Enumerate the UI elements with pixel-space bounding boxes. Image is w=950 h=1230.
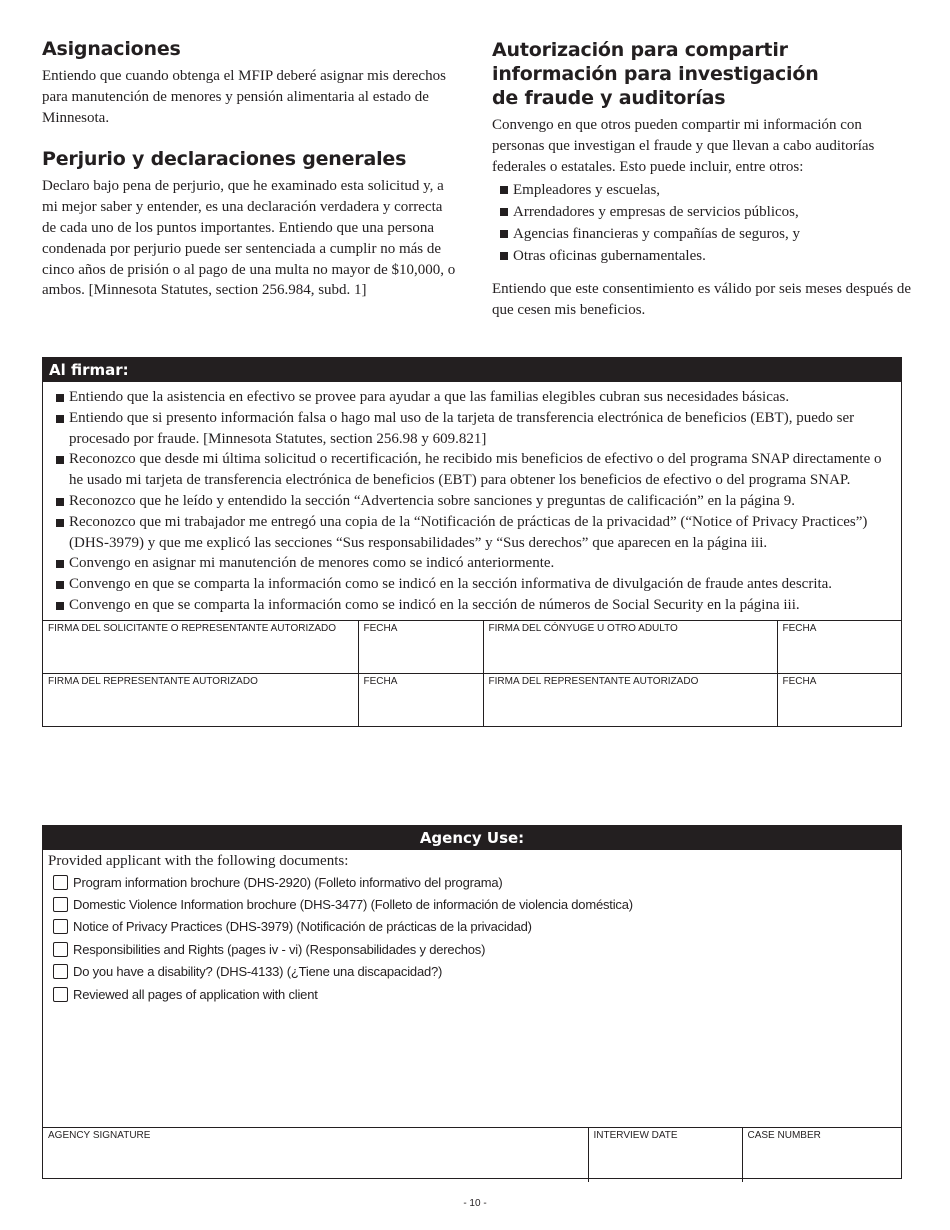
agency-header: Agency Use: — [43, 826, 901, 850]
privacy-practices-checkbox[interactable] — [53, 919, 68, 934]
checklist-item — [43, 961, 901, 983]
checklist-item — [43, 871, 901, 893]
table-row — [43, 620, 901, 673]
autorizacion-heading-line-3: de fraude y auditorías — [492, 87, 726, 109]
responsibilities-rights-checkbox[interactable] — [53, 942, 68, 957]
spouse-date-field[interactable]: FECHA — [777, 620, 901, 673]
checkbox-label: Notice of Privacy Practices (DHS-3979) (Notificación de prácticas de la privacidad) — [73, 919, 532, 935]
autorizacion-list — [492, 179, 912, 267]
list-item: Reconozco que mi trabajador me entregó una copia de la “Notificación de prácticas de la privacidad” (“Notice of Privacy Practices”) (DHS-3979) y que me explicó las secciones “Sus responsabilidades” y “Sus derechos” que aparecen en la página iii. — [69, 512, 889, 554]
agency-use-section — [42, 825, 902, 1179]
list-item: Reconozco que desde mi última solicitud o recertificación, he recibido mis beneficios de efectivo o del programa SNAP directamente o he usado mi tarjeta de transferencia electrónica de beneficios (EBT) para obtener los beneficios de efectivo o del programa SNAP. — [69, 449, 889, 491]
signing-section — [42, 357, 902, 727]
agency-checklist — [43, 871, 901, 1005]
list-item: Arrendadores y empresas de servicios públicos, — [492, 201, 912, 223]
right-column — [492, 38, 912, 321]
perjurio-heading: Perjurio y declaraciones generales — [42, 148, 407, 171]
table-row — [43, 673, 901, 726]
agency-intro: Provided applicant with the following documents: — [48, 853, 349, 869]
checkbox-label: Domestic Violence Information brochure (DHS-3477) (Folleto de información de violencia doméstica) — [73, 897, 633, 913]
applicant-signature-field[interactable]: FIRMA DEL SOLICITANTE O REPRESENTANTE AUTORIZADO — [43, 620, 358, 673]
asignaciones-text: Entiendo que cuando obtenga el MFIP deberé asignar mis derechos para manutención de menores y pensión alimentaria al estado de Minnesota. — [42, 68, 446, 126]
checklist-item — [43, 983, 901, 1005]
list-item: Reconozco que he leído y entendido la sección “Advertencia sobre sanciones y preguntas de calificación” en la página 9. — [69, 491, 889, 512]
checkbox-label: Responsibilities and Rights (pages iv - vi) (Responsabilidades y derechos) — [73, 941, 486, 957]
case-number-field[interactable]: CASE NUMBER — [742, 1128, 901, 1183]
agency-signature-table — [43, 1127, 901, 1182]
checklist-item — [43, 916, 901, 938]
autorizacion-heading-line-2: información para investigación — [492, 63, 819, 85]
page-number: - 10 - — [463, 1198, 487, 1209]
autorizacion-closing: Entiendo que este consentimiento es válido por seis meses después de que cesen mis beneficios. — [492, 281, 912, 319]
asignaciones-heading: Asignaciones — [42, 38, 181, 60]
autorizacion-heading-line-1: Autorización para compartir — [492, 39, 788, 61]
checklist-item — [43, 893, 901, 915]
program-brochure-checkbox[interactable] — [53, 875, 68, 890]
checkbox-label: Do you have a disability? (DHS-4133) (¿Tiene una discapacidad?) — [73, 964, 443, 980]
representative-date-field[interactable]: FECHA — [358, 673, 483, 726]
perjurio-text: Declaro bajo pena de perjurio, que he examinado esta solicitud y, a mi mejor saber y entender, es una declaración verdadera y correcta de cada uno de los puntos importantes. Entiendo que una persona condenada por perjurio puede ser sentenciada a cumplir no más de cinco años de prisión o al pago de una multa no mayor de $10,000, o ambos. [Minnesota Statutes, section 256.984, subd. 1] — [42, 178, 456, 299]
checkbox-label: Reviewed all pages of application with client — [73, 986, 318, 1002]
applicant-date-field[interactable]: FECHA — [358, 620, 483, 673]
spouse-signature-field[interactable]: FIRMA DEL CÓNYUGE U OTRO ADULTO — [483, 620, 777, 673]
list-item: Convengo en asignar mi manutención de menores como se indicó anteriormente. — [69, 553, 889, 574]
signature-table — [43, 620, 901, 726]
table-row — [43, 1128, 901, 1183]
domestic-violence-brochure-checkbox[interactable] — [53, 897, 68, 912]
representative-2-date-field[interactable]: FECHA — [777, 673, 901, 726]
checkbox-label: Program information brochure (DHS-2920) (Folleto informativo del programa) — [73, 874, 503, 890]
representative-2-signature-field[interactable]: FIRMA DEL REPRESENTANTE AUTORIZADO — [483, 673, 777, 726]
left-column — [42, 38, 457, 301]
autorizacion-intro: Convengo en que otros pueden compartir mi información con personas que investigan el fraude y que llevan a cabo auditorías federales o estatales. Esto puede incluir, entre otros: — [492, 117, 875, 175]
checklist-item — [43, 938, 901, 960]
list-item: Entiendo que la asistencia en efectivo se provee para ayudar a que las familias elegibles cubran sus necesidades básicas. — [69, 387, 889, 408]
list-item: Empleadores y escuelas, — [492, 179, 912, 201]
signing-statements — [43, 382, 901, 620]
autorizacion-heading — [492, 38, 912, 110]
representative-signature-field[interactable]: FIRMA DEL REPRESENTANTE AUTORIZADO — [43, 673, 358, 726]
list-item: Agencias financieras y compañías de seguros, y — [492, 223, 912, 245]
list-item: Convengo en que se comparta la información como se indicó en la sección de números de Social Security en la página iii. — [69, 595, 889, 616]
list-item: Entiendo que si presento información falsa o hago mal uso de la tarjeta de transferencia electrónica de beneficios (EBT), puedo ser procesado por fraude. [Minnesota Statutes, section 256.98 y 609.821] — [69, 408, 889, 450]
disability-checkbox[interactable] — [53, 964, 68, 979]
list-item: Convengo en que se comparta la información como se indicó en la sección informativa de divulgación de fraude antes descrita. — [69, 574, 889, 595]
agency-signature-field[interactable]: AGENCY SIGNATURE — [43, 1128, 588, 1183]
reviewed-pages-checkbox[interactable] — [53, 987, 68, 1002]
signing-header: Al firmar: — [43, 358, 901, 382]
list-item: Otras oficinas gubernamentales. — [492, 245, 912, 267]
interview-date-field[interactable]: INTERVIEW DATE — [588, 1128, 742, 1183]
